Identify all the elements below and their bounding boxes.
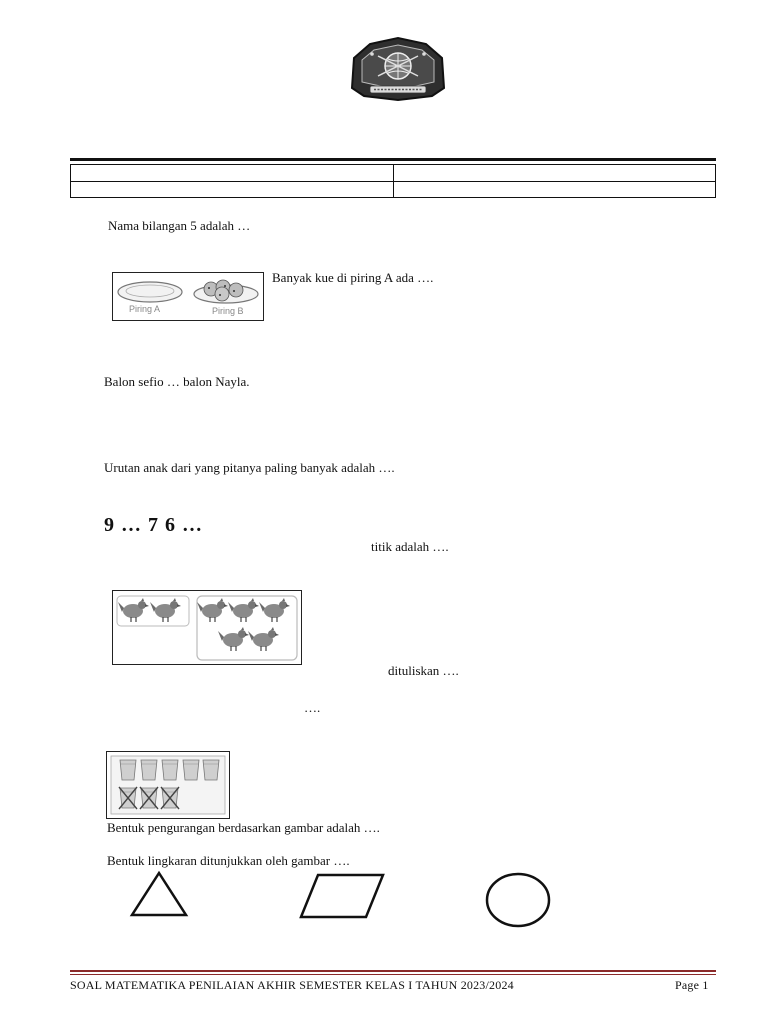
- crossed-glass-icon: [140, 787, 158, 809]
- footer-rule-thin: [70, 974, 716, 975]
- question-9: Bentuk lingkaran ditunjukkan oleh gambar ….: [107, 853, 350, 868]
- parallelogram-icon: [298, 872, 386, 920]
- crossed-glass-icon: [119, 787, 137, 809]
- page-number: Page 1: [675, 978, 709, 992]
- question-3: Balon sefio … balon Nayla.: [104, 374, 250, 389]
- glass-icon: [120, 760, 136, 780]
- question-1: Nama bilangan 5 adalah …: [108, 218, 251, 233]
- crossed-glass-icon: [161, 787, 179, 809]
- chickens-image: [112, 590, 302, 665]
- chicken-icon: [218, 627, 249, 651]
- chicken-icon: [259, 598, 290, 622]
- question-2: Banyak kue di piring A ada ….: [272, 270, 434, 285]
- question-8: Bentuk pengurangan berdasarkan gambar adalah ….: [107, 820, 380, 835]
- identity-table: [70, 158, 716, 198]
- footer-rule: [70, 970, 716, 972]
- glass-icon: [203, 760, 219, 780]
- chicken-icon: [150, 598, 181, 622]
- footer-title: SOAL MATEMATIKA PENILAIAN AKHIR SEMESTER KELAS I TAHUN 2023/2024: [70, 978, 514, 992]
- table-column-divider: [393, 165, 394, 197]
- question-5-tail: titik adalah ….: [371, 539, 449, 554]
- chicken-icon: [118, 598, 149, 622]
- circle-icon: [484, 871, 552, 929]
- glass-icon: [141, 760, 157, 780]
- glasses-image: [106, 751, 230, 819]
- question-4: Urutan anak dari yang pitanya paling banyak adalah ….: [104, 460, 395, 475]
- identity-table-body: [70, 164, 716, 198]
- question-6-tail: dituliskan ….: [388, 663, 459, 678]
- glass-icon: [183, 760, 199, 780]
- chicken-icon: [197, 598, 228, 622]
- school-logo: [348, 32, 448, 104]
- chicken-icon: [248, 627, 279, 651]
- glass-icon: [162, 760, 178, 780]
- question-7-tail: ….: [304, 700, 321, 715]
- school-crest-emblem-icon: [348, 32, 448, 104]
- plate-a-label: Piring A: [129, 304, 161, 314]
- chicken-icon: [228, 598, 259, 622]
- plate-b-label: Piring B: [212, 306, 244, 316]
- triangle-icon: [128, 870, 190, 918]
- plates-image: [112, 272, 264, 321]
- number-sequence: 9 … 7 6 …: [104, 514, 203, 536]
